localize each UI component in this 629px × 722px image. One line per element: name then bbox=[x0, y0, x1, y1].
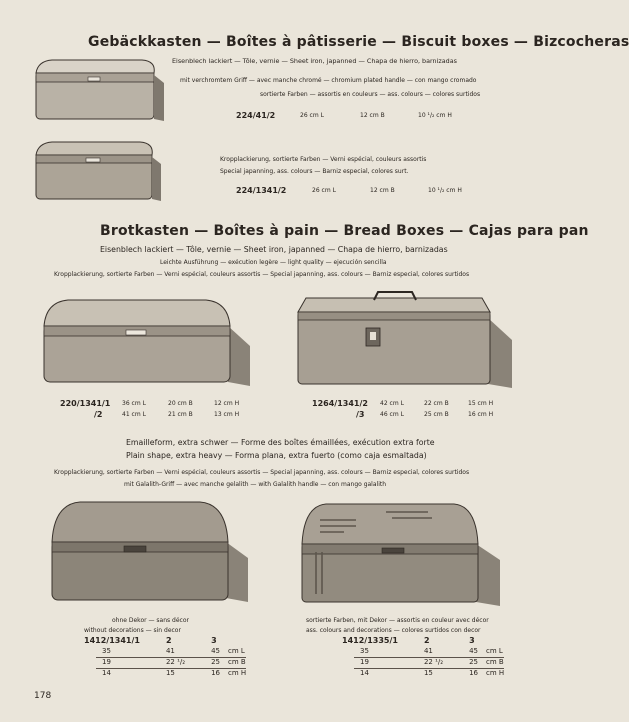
table-rule bbox=[96, 657, 246, 658]
biscuit-box-image-2 bbox=[30, 137, 165, 207]
size-cell: 16 bbox=[469, 669, 478, 677]
sec1-colours: sortierte Farben — assortis en couleurs — ass. colours — colores surtidos bbox=[260, 91, 481, 98]
right-caption-1: sortierte Farben, mit Dekor — assortis en couleur avec décor bbox=[306, 617, 489, 624]
item-1264-1341-2-width: 22 cm B bbox=[424, 400, 449, 407]
sec1-finish-en: Special japanning, ass. colours — Barniz especial, colores surt. bbox=[220, 168, 409, 175]
size-cell: 19 bbox=[102, 658, 111, 666]
size-cell: 45 bbox=[469, 647, 478, 655]
item-1264-1341-2-height: 15 cm H bbox=[468, 400, 494, 407]
sec1-material: Eisenblech lackiert — Tôle, vernie — Sheet iron, japanned — Chapa de hierro, barnizadas bbox=[172, 57, 457, 65]
table-rule bbox=[354, 657, 504, 658]
item-224-1341-2-number: 224/1341/2 bbox=[236, 186, 287, 195]
size-cell: cm H bbox=[485, 669, 505, 677]
bread-box-image-220 bbox=[38, 296, 252, 390]
item-220-1341-1-width: 20 cm B bbox=[168, 400, 193, 407]
page-number: 178 bbox=[34, 691, 52, 701]
size-table-header bbox=[482, 635, 508, 646]
size-table-header: 1412/1335/1 bbox=[342, 636, 398, 645]
item-224-41-2-number: 224/41/2 bbox=[236, 111, 276, 120]
sec3-finish: Kropplackierung, sortierte Farben — Verni espécial, couleurs assortis — Special japanning, ass. colours — Barniz especial, colores surtidos bbox=[54, 469, 470, 476]
item-1264-1341-2-length: 42 cm L bbox=[380, 400, 404, 407]
item-220-1341-1-length: 36 cm L bbox=[122, 400, 146, 407]
item-1264-1341-3-length: 46 cm L bbox=[380, 411, 404, 418]
size-table-header: 3 bbox=[469, 636, 475, 645]
biscuit-boxes-title: Gebäckkasten — Boîtes à pâtisserie — Biscuit boxes — Bizcocheras bbox=[88, 34, 629, 50]
left-caption-2: without decorations — sin decor bbox=[84, 627, 181, 634]
size-cell: 14 bbox=[360, 669, 369, 677]
item-1264-1341-3-number: /3 bbox=[356, 410, 365, 419]
item-1264-1341-2-number: 1264/1341/2 bbox=[312, 399, 368, 408]
size-table-header: 3 bbox=[211, 636, 217, 645]
item-220-1341-1-number: 220/1341/1 bbox=[60, 399, 111, 408]
item-220-1341-2-number: /2 bbox=[94, 410, 103, 419]
size-cell: 15 bbox=[165, 669, 175, 677]
size-cell: 35 bbox=[360, 647, 369, 655]
size-cell: 25 bbox=[469, 658, 478, 666]
sec3-handle: mit Galalith-Griff — avec manche gelalith — with Galalith handle — con mango galalith bbox=[124, 481, 387, 488]
item-224-41-2-length: 26 cm L bbox=[300, 112, 324, 119]
item-224-41-2-width: 12 cm B bbox=[360, 112, 385, 119]
bread-box-image-1264 bbox=[292, 288, 514, 392]
bread-boxes-title: Brotkasten — Boîtes à pain — Bread Boxes — Cajas para pan bbox=[100, 223, 589, 239]
bread-box-image-1412-1335 bbox=[296, 498, 502, 610]
item-220-1341-1-height: 12 cm H bbox=[214, 400, 240, 407]
bread-box-image-1412-1341 bbox=[46, 498, 250, 608]
item-224-1341-2-length: 26 cm L bbox=[312, 187, 336, 194]
size-table-header bbox=[224, 635, 250, 646]
size-table-header: 2 bbox=[165, 636, 172, 645]
item-220-1341-2-height: 13 cm H bbox=[214, 411, 240, 418]
sec2-material: Eisenblech lackiert — Tôle, vernie — Sheet iron, japanned — Chapa de hierro, barnizadas bbox=[100, 245, 448, 254]
sec3-line2: Plain shape, extra heavy — Forma plana, extra fuerto (como caja esmaltada) bbox=[126, 451, 427, 460]
item-224-1341-2-height: 10 ¹/₂ cm H bbox=[428, 187, 462, 194]
item-224-41-2-height: 10 ¹/₂ cm H bbox=[418, 112, 452, 119]
size-cell: 41 bbox=[165, 647, 175, 655]
item-1264-1341-3-width: 25 cm B bbox=[424, 411, 449, 418]
size-cell: 19 bbox=[360, 658, 369, 666]
size-cell: 25 bbox=[211, 658, 220, 666]
size-cell: 45 bbox=[211, 647, 220, 655]
table-rule bbox=[354, 668, 504, 669]
item-220-1341-2-length: 41 cm L bbox=[122, 411, 146, 418]
size-cell: 41 bbox=[423, 647, 433, 655]
size-cell: cm L bbox=[227, 647, 245, 655]
item-220-1341-2-width: 21 cm B bbox=[168, 411, 193, 418]
item-224-1341-2-width: 12 cm B bbox=[370, 187, 395, 194]
size-cell: 22 ¹/₂ bbox=[423, 658, 444, 666]
size-table-header: 2 bbox=[423, 636, 430, 645]
right-caption-2: ass. colours and decorations — colores surtidos con decor bbox=[306, 627, 481, 634]
size-cell: cm H bbox=[227, 669, 247, 677]
sec2-finish: Kropplackierung, sortierte Farben — Verni espécial, couleurs assortis — Special japanning, ass. colours — Barniz especial, colores surtidos bbox=[54, 271, 470, 278]
size-cell: cm L bbox=[485, 647, 503, 655]
size-cell: 16 bbox=[211, 669, 220, 677]
sec1-handle: mit verchromtem Griff — avec manche chromé — chromium plated handle — con mango cromado bbox=[180, 77, 477, 84]
table-rule bbox=[96, 668, 246, 669]
size-cell: 15 bbox=[423, 669, 433, 677]
sec1-finish-de: Kropplackierung, sortierte Farben — Verni espécial, couleurs assortis bbox=[220, 156, 427, 163]
size-cell: cm B bbox=[227, 658, 246, 666]
size-cell: 35 bbox=[102, 647, 111, 655]
size-cell: cm B bbox=[485, 658, 504, 666]
size-cell: 14 bbox=[102, 669, 111, 677]
size-table-header: 1412/1341/1 bbox=[84, 636, 140, 645]
biscuit-box-image-1 bbox=[30, 55, 168, 127]
sec3-line1: Emailleform, extra schwer — Forme des boîtes émaillées, exécution extra forte bbox=[126, 438, 435, 447]
left-caption-1: ohne Dekor — sans décor bbox=[112, 617, 189, 624]
sec2-quality: Leichte Ausführung — exécution legère — light quality — ejecución sencilla bbox=[160, 259, 387, 266]
item-1264-1341-3-height: 16 cm H bbox=[468, 411, 494, 418]
size-cell: 22 ¹/₂ bbox=[165, 658, 186, 666]
